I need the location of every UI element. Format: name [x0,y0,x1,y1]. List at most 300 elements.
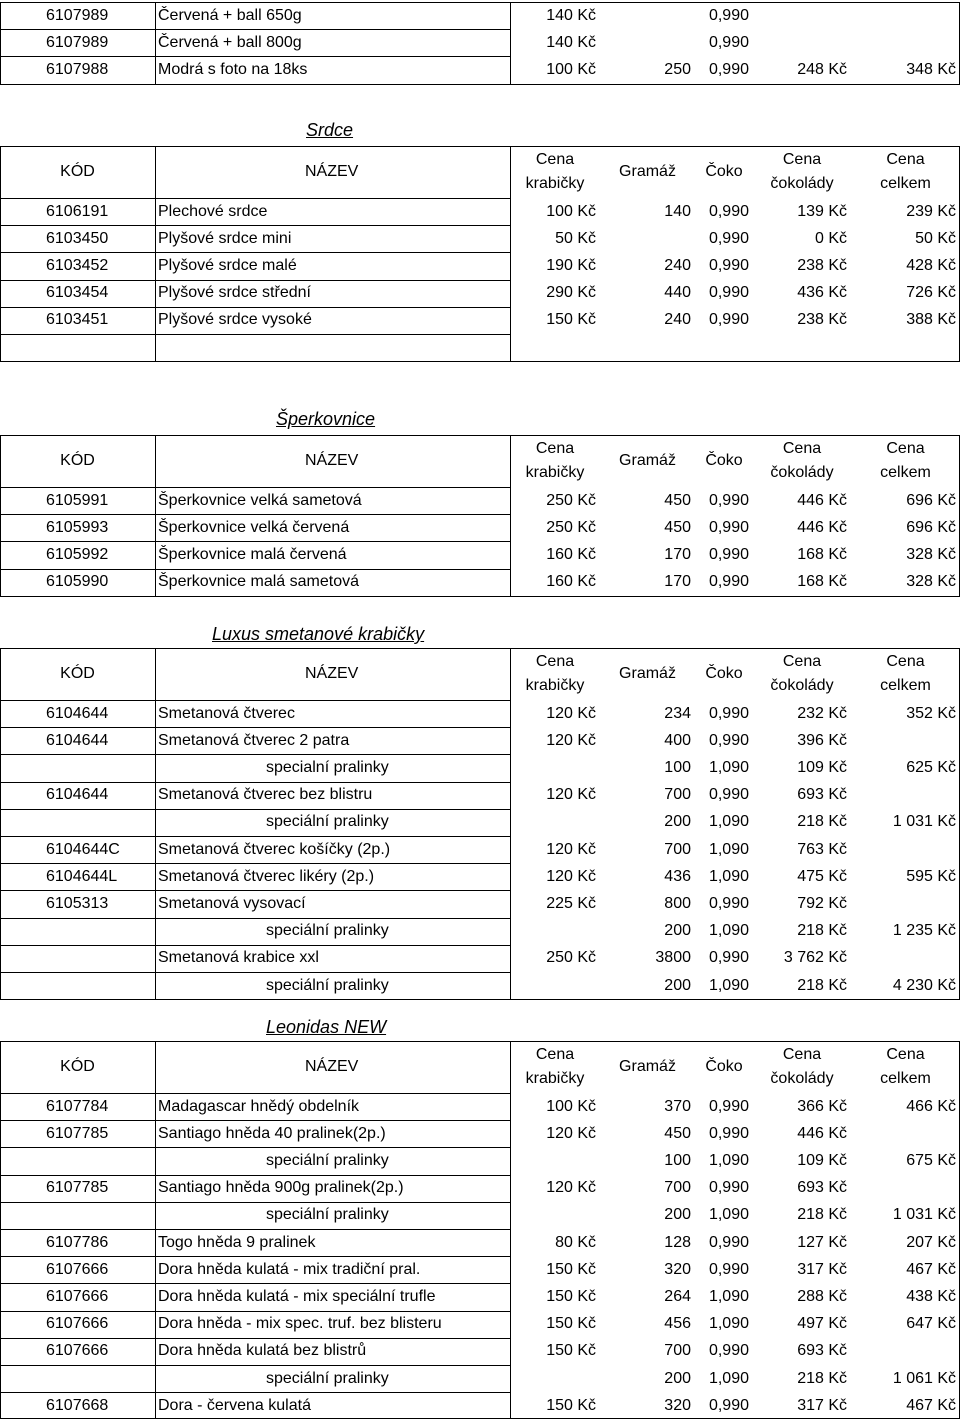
column-divider [510,648,511,999]
row-divider [0,29,155,30]
cell-cena-krabicky: 80 Kč [555,1233,596,1251]
cell-kod [0,754,155,781]
cell-cena-celkem [851,1338,960,1365]
cell-kod: 6107786 [46,1233,109,1251]
cell-cena-cokolady: 3 762 Kč [783,949,847,967]
header-nazev: NÁZEV [305,1058,359,1075]
cell-cena-celkem: 1 061 Kč [892,1369,956,1387]
cell-nazev: Plyšové srdce malé [158,256,297,274]
cell-cena-krabicky: 150 Kč [546,1396,596,1414]
cell-cena-krabicky [510,1147,600,1174]
header-coko: Čoko [705,665,743,682]
row-divider [0,1365,155,1366]
cell-cena-cokolady: 396 Kč [797,731,847,749]
row-divider [155,782,510,783]
table-header [0,435,960,487]
cell-nazev: speciální pralinky [266,1369,389,1387]
header-cena-celkem [851,648,960,700]
cell-kod: 6107785 [46,1124,109,1142]
row-divider [0,56,155,57]
cell-kod: 6107988 [46,60,109,78]
table-row [0,1229,960,1256]
row-divider [155,569,510,570]
row-divider [155,754,510,755]
header-text: Cena [886,151,925,168]
table-row [0,1147,960,1174]
row-divider [155,334,510,335]
cell-nazev: Santiago hněda 40 pralinek(2p.) [158,1124,386,1142]
cell-cena-celkem: 388 Kč [906,311,956,329]
cell-kod [0,1202,155,1229]
header-text: krabičky [525,464,585,481]
cell-cena-cokolady: 763 Kč [797,840,847,858]
cell-kod: 6105990 [46,573,109,591]
cell-cena-krabicky: 250 Kč [546,949,596,967]
cell-kod: 6107989 [46,33,109,51]
row-divider [0,596,960,597]
table-row [0,809,960,836]
cell-kod: 6103451 [46,311,109,329]
cell-cena-celkem: 239 Kč [906,202,956,220]
cell-kod: 6107784 [46,1097,109,1115]
cell-gramaz: 200 [664,1369,691,1387]
cell-gramaz: 700 [664,1179,691,1197]
cell-kod: 6105992 [46,545,109,563]
cell-cena-cokolady: 232 Kč [797,704,847,722]
cell-coko: 0,990 [708,6,749,24]
cell-cena-krabicky: 120 Kč [546,731,596,749]
cell-cena-celkem: 328 Kč [906,573,956,591]
header-cena-cokolady [753,435,851,487]
cell-cena-krabicky: 150 Kč [546,1260,596,1278]
cell-kod [0,918,155,945]
table-row [0,514,960,541]
header-coko: Čoko [705,163,743,180]
table-row [0,945,960,972]
row-divider [155,252,510,253]
cell-nazev: Dora hněda - mix spec. truf. bez blisteru [158,1315,442,1333]
header-text: čokolády [770,1070,834,1087]
cell-nazev: speciální pralinky [266,976,389,994]
table-row [0,307,960,334]
cell-cena-cokolady: 792 Kč [797,894,847,912]
cell-kod [0,945,155,972]
cell-coko: 1,090 [708,1206,749,1224]
header-kod: KÓD [60,1058,95,1075]
row-divider [0,225,155,226]
row-divider [0,198,155,199]
cell-gramaz: 100 [664,758,691,776]
cell-cena-krabicky: 50 Kč [555,229,596,247]
cell-coko: 0,990 [708,1260,749,1278]
cell-gramaz: 800 [664,894,691,912]
cell-nazev: Smetanová vysovací [158,894,306,912]
row-divider [0,1147,155,1148]
cell-gramaz: 170 [664,545,691,563]
row-divider [155,1202,510,1203]
row-divider [155,225,510,226]
cell-gramaz: 250 [664,60,691,78]
cell-cena-celkem: 647 Kč [906,1315,956,1333]
cell-cena-celkem: 675 Kč [906,1151,956,1169]
cell-cena-cokolady: 139 Kč [797,202,847,220]
cell-coko: 1,090 [708,1287,749,1305]
row-divider [0,1338,155,1339]
header-text: krabičky [525,175,585,192]
row-divider [0,84,960,85]
row-divider [155,1229,510,1230]
cell-gramaz: 240 [664,256,691,274]
header-text: celkem [880,175,931,192]
cell-nazev: Šperkovnice velká sametová [158,491,362,509]
header-text: čokolády [770,175,834,192]
row-divider [155,1392,510,1393]
row-divider [155,727,510,728]
cell-kod: 6104644 [46,731,109,749]
cell-gramaz: 200 [664,813,691,831]
cell-cena-cokolady: 0 Kč [814,229,847,247]
cell-cena-krabicky: 250 Kč [546,491,596,509]
cell-gramaz: 200 [664,922,691,940]
header-text: Cena [782,440,822,457]
cell-gramaz: 100 [664,1151,691,1169]
table-row [0,918,960,945]
cell-coko: 1,090 [708,1369,749,1387]
table-row [0,2,960,29]
section-title: Srdce [306,120,354,140]
cell-gramaz: 450 [664,491,691,509]
cell-nazev: Togo hněda 9 pralinek [158,1233,316,1251]
cell-cena-cokolady: 475 Kč [797,867,847,885]
cell-gramaz: 170 [664,573,691,591]
cell-nazev: speciální pralinky [266,922,389,940]
row-divider [155,1311,510,1312]
cell-nazev: Šperkovnice velká červená [158,518,350,536]
header-cena-krabicky [510,1041,600,1093]
row-divider [0,1256,155,1257]
header-cena-krabicky [510,435,600,487]
header-text: čokolády [770,464,834,481]
row-divider [155,890,510,891]
row-divider [0,700,155,701]
column-divider [510,1041,511,1418]
cell-nazev: Plyšové srdce mini [158,229,292,247]
table-header [0,1041,960,1093]
cell-coko: 0,990 [708,894,749,912]
cell-cena-cokolady: 168 Kč [797,545,847,563]
cell-coko: 0,990 [708,1342,749,1360]
row-divider [155,700,510,701]
cell-cena-cokolady: 446 Kč [797,1124,847,1142]
cell-coko: 0,990 [708,284,749,302]
row-divider [0,890,155,891]
row-divider [0,1041,960,1042]
cell-cena-cokolady: 693 Kč [797,1179,847,1197]
cell-cena-celkem: 595 Kč [906,867,956,885]
cell-cena-krabicky [510,918,600,945]
section-title: Šperkovnice [276,409,376,429]
header-nazev: NÁZEV [305,665,359,682]
row-divider [155,29,510,30]
table-row [0,1338,960,1365]
cell-kod: 6104644 [46,786,109,804]
cell-cena-cokolady [753,29,851,56]
cell-cena-cokolady: 238 Kč [797,311,847,329]
cell-cena-celkem: 467 Kč [906,1260,956,1278]
cell-coko: 1,090 [708,1151,749,1169]
cell-cena-celkem: 328 Kč [906,545,956,563]
row-divider [155,1147,510,1148]
cell-cena-krabicky: 120 Kč [546,840,596,858]
cell-cena-cokolady: 317 Kč [797,1396,847,1414]
cell-cena-krabicky: 160 Kč [546,545,596,563]
row-divider [0,569,155,570]
cell-cena-celkem [851,727,960,754]
row-divider [0,1093,155,1094]
table-header [0,648,960,700]
header-coko: Čoko [705,452,743,469]
cell-cena-krabicky [510,1202,600,1229]
cell-nazev: Smetanová čtverec košíčky (2p.) [158,840,391,858]
table-row [0,1311,960,1338]
cell-nazev: speciální pralinky [266,1206,389,1224]
row-divider [155,198,510,199]
header-cena-celkem [851,435,960,487]
cell-cena-krabicky [510,809,600,836]
header-cena-cokolady [753,146,851,198]
header-text: Cena [535,653,575,670]
cell-coko: 1,090 [708,758,749,776]
cell-cena-celkem [851,2,960,29]
cell-cena-celkem: 467 Kč [906,1396,956,1414]
cell-cena-cokolady: 218 Kč [797,1206,847,1224]
cell-kod: 6103454 [46,284,109,302]
cell-cena-celkem: 438 Kč [906,1287,956,1305]
cell-cena-krabicky: 100 Kč [546,1097,596,1115]
row-divider [155,1365,510,1366]
cell-cena-celkem: 348 Kč [906,60,956,78]
header-cena-cokolady [753,648,851,700]
header-gramaz: Gramáž [619,665,676,682]
cell-kod: 6105313 [46,894,109,912]
cell-cena-cokolady: 218 Kč [797,976,847,994]
table-row [0,29,960,56]
cell-kod: 6104644C [46,840,120,858]
row-divider [0,1120,155,1121]
row-divider [0,648,960,649]
cell-nazev: Šperkovnice malá sametová [158,573,359,591]
cell-gramaz: 370 [664,1097,691,1115]
table-row [0,1256,960,1283]
cell-coko: 0,990 [708,518,749,536]
cell-gramaz: 700 [664,786,691,804]
row-divider [155,1283,510,1284]
cell-cena-krabicky: 150 Kč [546,1342,596,1360]
row-divider [0,945,155,946]
row-divider [0,863,155,864]
cell-cena-cokolady: 497 Kč [797,1315,847,1333]
table-row [0,1365,960,1392]
cell-gramaz: 456 [664,1315,691,1333]
cell-cena-celkem [851,1120,960,1147]
header-text: Cena [782,151,822,168]
cell-kod: 6107668 [46,1396,109,1414]
cell-kod: 6107666 [46,1342,109,1360]
column-divider [155,435,156,596]
header-text: Cena [886,1046,925,1063]
cell-cena-celkem: 4 230 Kč [892,976,956,994]
cell-cena-krabicky: 120 Kč [546,1179,596,1197]
cell-coko: 1,090 [708,840,749,858]
header-cena-cokolady [753,1041,851,1093]
row-divider [155,1175,510,1176]
cell-gramaz: 264 [664,1287,691,1305]
cell-cena-cokolady: 446 Kč [797,518,847,536]
table-row [0,836,960,863]
table-row [0,754,960,781]
cell-kod: 6107785 [46,1179,109,1197]
cell-cena-cokolady: 238 Kč [797,256,847,274]
cell-cena-cokolady: 436 Kč [797,284,847,302]
cell-cena-krabicky [510,1365,600,1392]
cell-cena-celkem: 625 Kč [906,758,956,776]
cell-cena-krabicky: 190 Kč [546,256,596,274]
cell-nazev: Dora hněda kulatá - mix speciální trufle [158,1287,436,1305]
row-divider [155,1338,510,1339]
header-cena-krabicky [510,146,600,198]
cell-nazev: Smetanová krabice xxl [158,949,319,967]
table-row [0,782,960,809]
cell-gramaz: 128 [664,1233,691,1251]
cell-cena-cokolady: 693 Kč [797,1342,847,1360]
row-divider [0,146,960,147]
cell-nazev: Modrá s foto na 18ks [158,60,308,78]
cell-kod: 6106191 [46,202,109,220]
header-coko: Čoko [705,1058,743,1075]
table-header [0,146,960,198]
row-divider [0,361,960,362]
cell-kod: 6107666 [46,1287,109,1305]
cell-cena-krabicky: 150 Kč [546,1287,596,1305]
cell-cena-cokolady [753,2,851,29]
table-row [0,280,960,307]
row-divider [0,1311,155,1312]
cell-gramaz: 234 [664,704,691,722]
row-divider [0,1202,155,1203]
row-divider [0,2,960,3]
cell-cena-celkem [851,945,960,972]
cell-kod [0,809,155,836]
cell-cena-krabicky: 120 Kč [546,1124,596,1142]
cell-gramaz: 200 [664,1206,691,1224]
cell-gramaz: 240 [664,311,691,329]
table-row [0,198,960,225]
cell-coko: 0,990 [708,731,749,749]
row-divider [0,918,155,919]
cell-nazev: Plyšové srdce střední [158,284,311,302]
table-row [0,863,960,890]
cell-nazev: Červená + ball 800g [158,33,302,51]
cell-kod [0,972,155,999]
cell-cena-celkem: 1 031 Kč [892,1206,956,1224]
table-row [0,727,960,754]
cell-nazev: Šperkovnice malá červená [158,545,347,563]
cell-cena-celkem: 207 Kč [906,1233,956,1251]
cell-kod: 6103452 [46,256,109,274]
row-divider [0,307,155,308]
cell-coko: 0,990 [708,1124,749,1142]
cell-gramaz: 450 [664,518,691,536]
cell-cena-krabicky: 290 Kč [546,284,596,302]
cell-cena-celkem [851,29,960,56]
row-divider [0,972,155,973]
cell-cena-cokolady: 127 Kč [797,1233,847,1251]
row-divider [155,945,510,946]
cell-coko: 0,990 [708,704,749,722]
cell-cena-celkem: 1 235 Kč [892,922,956,940]
row-divider [0,1283,155,1284]
cell-gramaz: 140 [664,202,691,220]
header-text: Cena [535,1046,575,1063]
table-row [0,1202,960,1229]
cell-coko: 0,990 [708,202,749,220]
cell-cena-celkem: 50 Kč [915,229,956,247]
cell-kod: 6104644 [46,704,109,722]
cell-kod: 6103450 [46,229,109,247]
cell-cena-celkem [851,890,960,917]
cell-cena-krabicky: 120 Kč [546,786,596,804]
cell-cena-cokolady: 218 Kč [797,1369,847,1387]
section-title: Leonidas NEW [266,1017,387,1037]
cell-nazev: Santiago hněda 900g pralinek(2p.) [158,1179,404,1197]
header-text: Cena [535,440,575,457]
row-divider [155,56,510,57]
cell-cena-krabicky: 150 Kč [546,311,596,329]
row-divider [155,836,510,837]
header-text: krabičky [525,1070,585,1087]
cell-cena-celkem [851,782,960,809]
cell-cena-cokolady: 109 Kč [797,1151,847,1169]
cell-coko: 0,990 [708,1233,749,1251]
cell-cena-cokolady: 248 Kč [797,60,847,78]
header-nazev: NÁZEV [305,163,359,180]
cell-coko: 0,990 [708,311,749,329]
header-cena-celkem [851,1041,960,1093]
row-divider [155,280,510,281]
cell-cena-krabicky: 160 Kč [546,573,596,591]
cell-kod: 6105991 [46,491,109,509]
cell-nazev: Dora hněda kulatá - mix tradiční pral. [158,1260,421,1278]
table-row [0,1175,960,1202]
row-divider [155,307,510,308]
cell-nazev: Smetanová čtverec likéry (2p.) [158,867,375,885]
row-divider [0,252,155,253]
cell-gramaz: 400 [664,731,691,749]
section-title: Luxus smetanové krabičky [212,624,425,644]
table-row [0,252,960,279]
table-row [0,225,960,252]
cell-coko: 1,090 [708,867,749,885]
header-kod: KÓD [60,452,95,469]
cell-kod [0,1147,155,1174]
row-divider [155,972,510,973]
cell-nazev: speciální pralinky [266,813,389,831]
table-row [0,1120,960,1147]
header-text: celkem [880,464,931,481]
cell-kod: 6105993 [46,518,109,536]
cell-coko: 0,990 [708,1179,749,1197]
cell-nazev: Plyšové srdce vysoké [158,311,312,329]
